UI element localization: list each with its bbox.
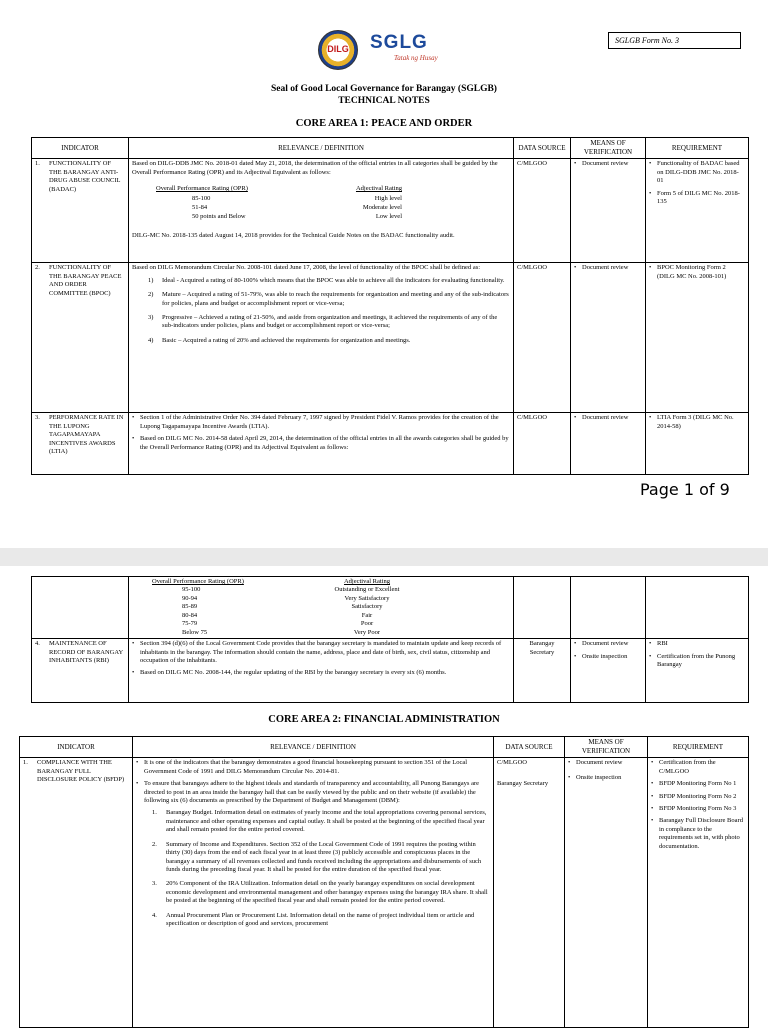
- indicator-name: COMPLIANCE WITH THE BARANGAY FULL DISCLOSURE POLICY (BFDP): [37, 759, 125, 784]
- page-number: Page 1 of 9: [640, 480, 730, 499]
- indicator-name: MAINTENANCE OF RECORD OF BARANGAY INHABITANTS (RBI): [49, 640, 123, 664]
- technical-notes-table-1: [31, 137, 749, 475]
- technical-notes-table-2: [19, 736, 749, 1028]
- dilg-seal-logo: DILG: [318, 30, 358, 70]
- table-row: 4. MAINTENANCE OF RECORD OF BARANGAY INHABITANTS (RBI) • Section 394 (d)(6) of the Local Government Code provides that the barangay secretary is mandated to maintain update and keep records of inhabitants in the barangay. The information should contain the name, address, place and date of birth, sex, civil status, citizenship and occupation of the inhabitants. • Based on DILG MC No. 2008-144, the regular updating of the RBI by the barangay secretary is every six (6) months. Barangay Secretary • Document review • Onsite inspection • RBI • Certification from the Punong Barangay: [32, 639, 749, 703]
- core-area-2-heading: CORE AREA 2: FINANCIAL ADMINISTRATION: [268, 714, 500, 725]
- sglg-logo: SGLG Tatak ng Husay: [370, 32, 438, 62]
- col-header-relevance: RELEVANCE / DEFINITION: [129, 138, 514, 159]
- col-header-indicator: INDICATOR: [20, 737, 133, 758]
- col-header-data-source: DATA SOURCE: [494, 737, 565, 758]
- indicator-name: FUNCTIONALITY OF THE BARANGAY ANTI-DRUG ABUSE COUNCIL (BADAC): [49, 160, 121, 193]
- technical-notes-table-1-continued: [31, 576, 749, 703]
- table-row: 3. PERFORMANCE RATE IN THE LUPONG TAGAPAMAYAPA INCENTIVES AWARDS (LTIA) • Section 1 of the Administrative Order No. 394 dated February 7, 1997 signed by President Fidel V. Ramos provides for the creation of the Lupong Tagapamayapa Incentive Awards (LTIA). • Based on DILG MC No. 2014-58 dated April 29, 2014, the determination of the official entries in all the awards categories shall be guided by the Overall Performance Rating (OPR) and its Adjectival Equivalent as follows: C/MLGOO • Document review • LTIA Form 3 (DILG MC No. 2014-58): [32, 413, 749, 475]
- document-subtitle: TECHNICAL NOTES: [338, 96, 430, 106]
- table-header-row: [32, 138, 749, 159]
- col-header-requirement: REQUIREMENT: [648, 737, 749, 758]
- table-row: 2. FUNCTIONALITY OF THE BARANGAY PEACE AND ORDER COMMITTEE (BPOC) Based on DILG Memorandum Circular No. 2008-101 dated June 17, 2008, the level of functionality of the BPOC shall be defined as: 1) Ideal - Acquired a rating of 80-100% which means that the BPOC was able to achieve all the indicators for evaluating functionality. 2) Mature – Acquired a rating of 51-79%, was able to reach the requirements for organization and meeting and any of the sub-indicators for policies, plans and budget or accomplishment report or vice-versa; 3) Progressive – Achieved a rating of 21-50%, and aside from organization and meetings, it achieved the requirements of any of the sub-indicators under policies, plans and budget or accomplishment report or vice-versa; 4) Basic – Acquired a rating of 20% and achieved the requirements for organization and meetings. C/MLGOO • Document review • BPOC Monitoring Form 2 (DILG MC No. 2008-101): [32, 263, 749, 413]
- document-title: Seal of Good Local Governance for Barangay (SGLGB): [271, 84, 497, 94]
- form-number-box: SGLGB Form No. 3: [608, 32, 741, 49]
- table-row: 1. FUNCTIONALITY OF THE BARANGAY ANTI-DRUG ABUSE COUNCIL (BADAC) Based on DILG-DDB JMC No. 2018-01 dated May 21, 2018, the determination of the official entries in all categories shall be guided by the Overall Performance Rating (OPR) and its Adjectival Equivalent as follows: Overall Performance Rating (OPR) Adjectival Rating 85-100 High level 51-84 Moderate level 50 points and Below Low level DILG-MC No. 2018-135 dated August 14, 2018 provides for the Technical Guide Notes on the BADAC functionality audit. C/MLGOO • Document review • Functionality of BADAC based on DILG-DDB JMC No. 2018-01 • Form 5 of DILG MC No. 2018-135: [32, 159, 749, 263]
- page-separator: [0, 548, 768, 566]
- table-row: [32, 577, 749, 639]
- col-header-indicator: INDICATOR: [32, 138, 129, 159]
- col-header-data-source: DATA SOURCE: [514, 138, 571, 159]
- col-header-requirement: REQUIREMENT: [646, 138, 749, 159]
- col-header-relevance: RELEVANCE / DEFINITION: [133, 737, 494, 758]
- document-page-2: [0, 566, 768, 1024]
- indicator-name: PERFORMANCE RATE IN THE LUPONG TAGAPAMAYAPA INCENTIVES AWARDS (LTIA): [49, 414, 124, 455]
- col-header-mov: MEANS OF VERIFICATION: [565, 737, 648, 758]
- col-header-mov: MEANS OF VERIFICATION: [571, 138, 646, 159]
- table-row: 1. COMPLIANCE WITH THE BARANGAY FULL DISCLOSURE POLICY (BFDP) • It is one of the indicators that the barangay demonstrates a good financial housekeeping pursuant to section 351 of the Local Government Code of 1991 and DILG Memorandum Circular No. 2014-81. • To ensure that barangays adhere to the highest ideals and standards of transparency and accountability, all Punong Barangays are directed to post in an area inside the barangay hall that can be easily viewed by the public and on their website (if available) the following six (6) documents as prescribed by the Department of Budget and Management (DBM): 1. Barangay Budget. Information detail on estimates of yearly income and the total appropriations covering personal services, maintenance and other operating expenses and capital outlay. It shall be posted at the beginning of the specified fiscal year and shall remain posted for the entire period covered. 2. Summary of Income and Expenditures. Section 352 of the Local Government Code of 1991 requires the posting within thirty (30) days from the end of each fiscal year in at least three (3) publicly accessible and conspicuous places in the barangay a summary of all revenues collected and funds received including the appropriations and disbursements of such funds during the preceding fiscal year. It shall be posted for the entire duration of the specified fiscal year. 3. 20% Component of the IRA Utilization. Information detail on the yearly barangay expenditures on social development economic development and environmental management and other barangay expenses using the barangay IRA share. It shall be posted at the beginning of the specified fiscal year and shall remain posted for the entire period covered. 4. Annual Procurement Plan or Procurement List. Information detail on the name of project individual item or article and specification or description of good and services, procurement C/MLGOO Barangay Secretary • Document review • Onsite inspection • Certification from the C/MLGOO • BFDP Monitoring Form No 1 • BFDP Monitoring Form No 2 • BFDP Monitoring Form No 3 • Barangay Full Disclosure Board in compliance to the requirements set in, with photo documentation.: [20, 758, 749, 1028]
- table-header-row: [20, 737, 749, 758]
- core-area-1-heading: CORE AREA 1: PEACE AND ORDER: [295, 118, 473, 129]
- ltia-rating-table: Overall Performance Rating (OPR) Adjectival Rating 95-100 Outstanding or Excellent 90-94 Very Satisfactory 85-89 Satisfactory 80-84 Fair 75-79 Poor Below 75 Very Poor: [152, 578, 400, 636]
- indicator-name: FUNCTIONALITY OF THE BARANGAY PEACE AND ORDER COMMITTEE (BPOC): [49, 264, 122, 297]
